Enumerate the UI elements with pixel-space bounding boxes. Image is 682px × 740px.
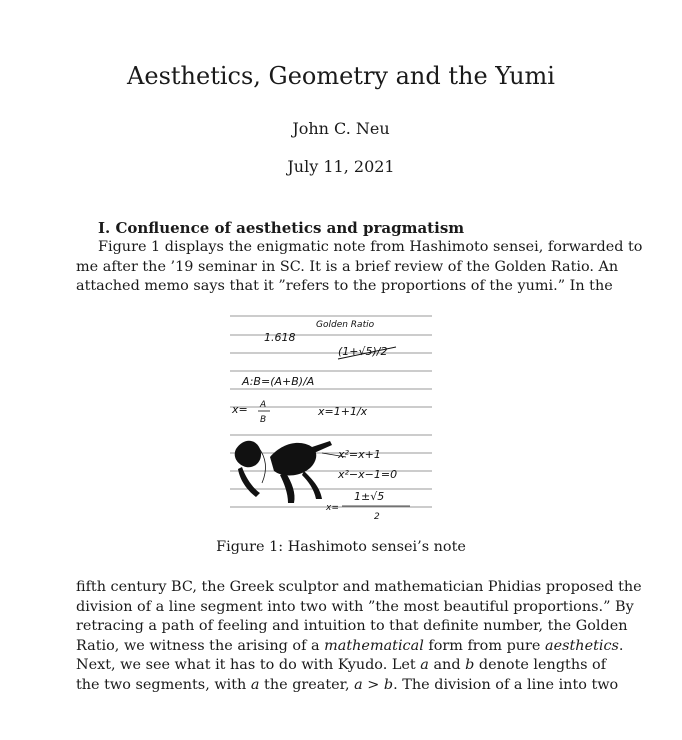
emphasis-aesthetics: aesthetics bbox=[545, 637, 619, 654]
archer-drawing bbox=[235, 441, 332, 503]
note-eq3: x²−x−1=0 bbox=[338, 468, 398, 481]
text-run: Next, we see what it has to do with Kyudo. Let bbox=[76, 657, 421, 673]
paragraph-1 bbox=[76, 238, 643, 297]
paper-title: Aesthetics, Geometry and the Yumi bbox=[127, 62, 555, 90]
paragraph-2-line: retracing a path of feeling and intuition to that definite number, the Golden bbox=[76, 618, 628, 634]
emphasis-mathematical: mathematical bbox=[324, 637, 424, 654]
math-inequality: a > b bbox=[354, 676, 394, 693]
note-sol-num: 1±√5 bbox=[354, 490, 385, 503]
text-run: form from pure bbox=[423, 637, 546, 654]
note-x-def-lhs: x= bbox=[232, 403, 248, 416]
paragraph-2-line: division of a line segment into two with ”the most beautiful proportions.” By bbox=[76, 598, 634, 615]
paragraph-1-line: attached memo says that it ”refers to the proportions of the yumi.” In the bbox=[76, 278, 613, 294]
paragraph-2-line bbox=[76, 637, 624, 657]
note-sol-lhs: x= bbox=[326, 503, 339, 513]
handwritten-note-image bbox=[226, 307, 436, 531]
note-eq1: x=1+1/x bbox=[318, 405, 368, 418]
handwritten-note-figure bbox=[226, 307, 436, 531]
text-run: the greater, bbox=[259, 676, 355, 693]
text-run: . bbox=[618, 637, 624, 654]
section-heading: I. Confluence of aesthetics and pragmatism bbox=[98, 219, 465, 237]
text-run: and bbox=[428, 657, 466, 673]
figure-caption: Figure 1: Hashimoto sensei’s note bbox=[216, 539, 466, 555]
paragraph-2-line bbox=[76, 676, 619, 696]
math-var-a: a bbox=[420, 657, 429, 673]
math-var-a: a bbox=[250, 676, 260, 693]
text-run: denote lengths of bbox=[474, 657, 607, 673]
publication-date: July 11, 2021 bbox=[287, 157, 395, 176]
note-x-def-num: A bbox=[260, 400, 267, 410]
note-expr1: (1+√5)/2 bbox=[338, 345, 388, 358]
text-run: . The division of a line into two bbox=[393, 676, 619, 693]
paragraph-1-line: Figure 1 displays the enigmatic note from Hashimoto sensei, forwarded to bbox=[98, 239, 643, 255]
note-expr2: A:B=(A+B)/A bbox=[242, 375, 315, 388]
paragraph-2-line: fifth century BC, the Greek sculptor and mathematician Phidias proposed the bbox=[76, 579, 642, 595]
paragraph-1-line: me after the ’19 seminar in SC. It is a brief review of the Golden Ratio. An bbox=[76, 258, 619, 275]
note-value: 1.618 bbox=[264, 331, 296, 344]
text-run: the two segments, with bbox=[76, 676, 251, 693]
note-heading: Golden Ratio bbox=[316, 320, 375, 330]
paragraph-2-line bbox=[76, 656, 607, 676]
note-sol-den: 2 bbox=[374, 512, 380, 522]
note-eq2: x²=x+1 bbox=[338, 448, 381, 461]
note-x-def-den: B bbox=[260, 415, 267, 425]
math-var-b: b bbox=[465, 657, 475, 673]
author-name: John C. Neu bbox=[292, 119, 390, 138]
text-run: Ratio, we witness the arising of a bbox=[76, 637, 325, 654]
paragraph-2 bbox=[76, 578, 642, 695]
